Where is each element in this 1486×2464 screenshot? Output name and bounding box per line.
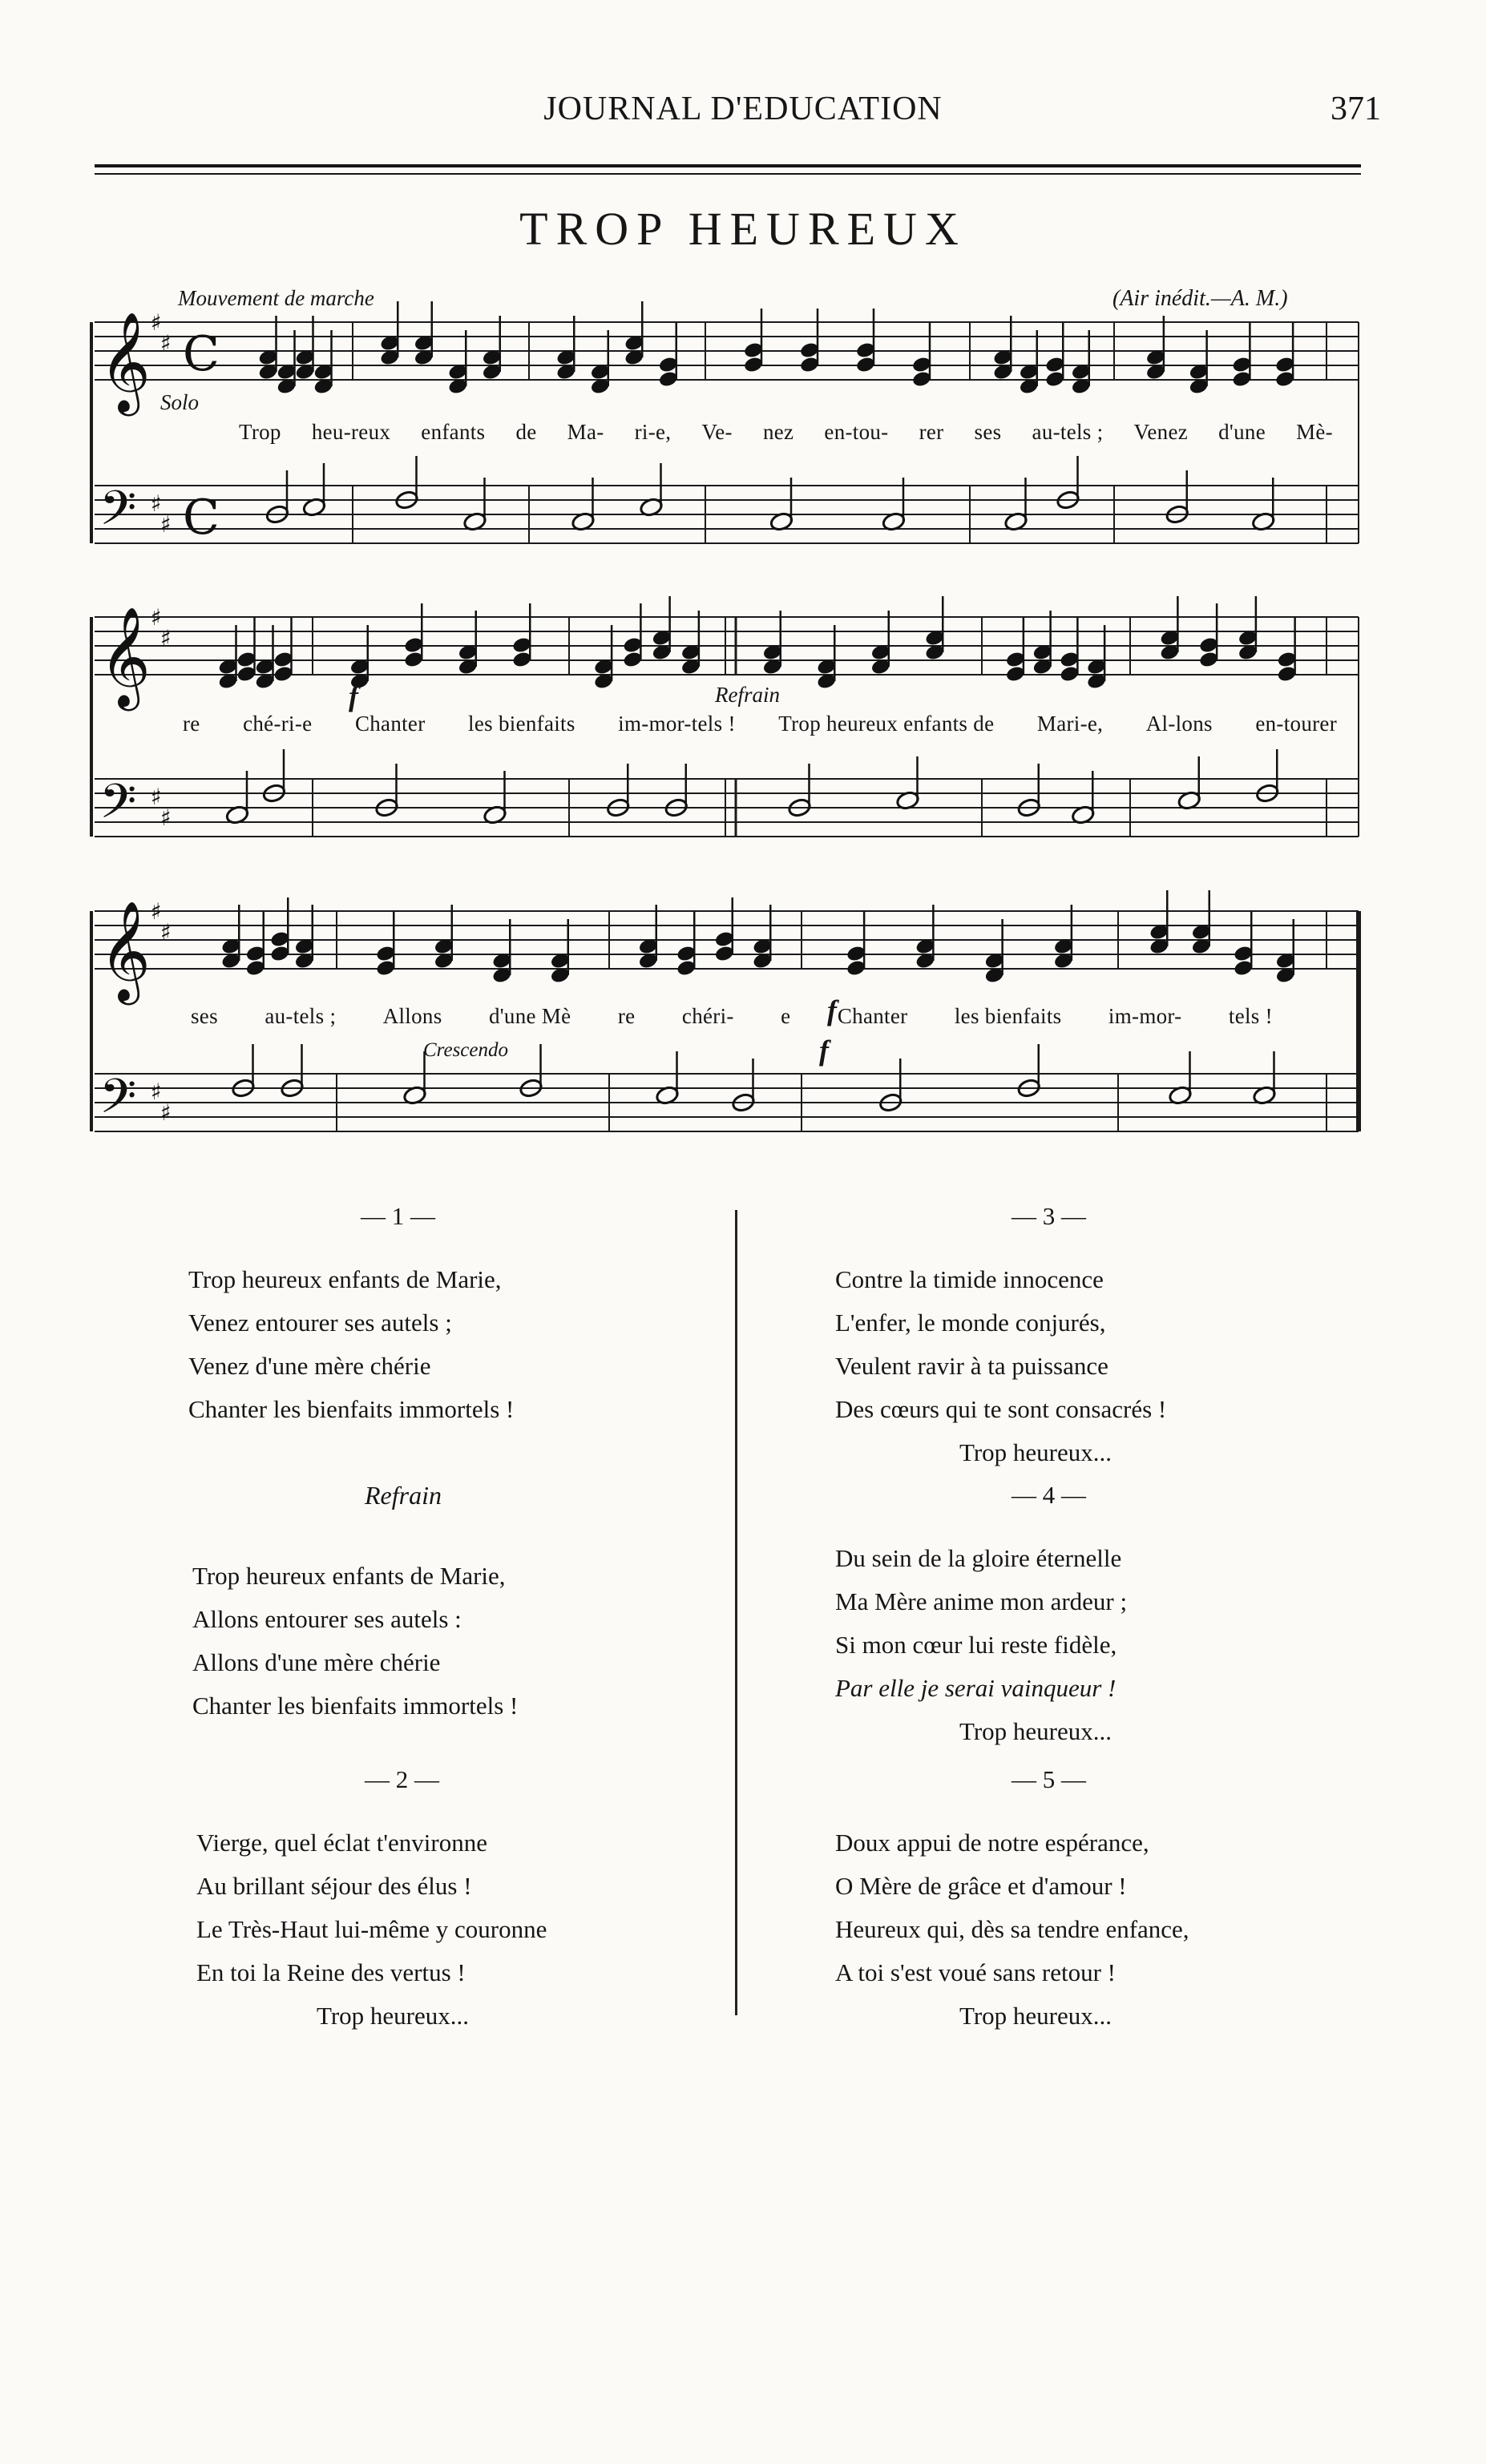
crescendo-label: Crescendo bbox=[423, 1039, 508, 1061]
sharp-icon: ♯ bbox=[160, 511, 172, 538]
lyric-syllable: en-tou- bbox=[824, 420, 889, 444]
lyric-syllable: Chanter bbox=[837, 1004, 908, 1028]
verse-line: O Mère de grâce et d'amour ! bbox=[835, 1872, 1127, 1900]
verse-line: Vierge, quel éclat t'environne bbox=[196, 1829, 487, 1857]
verse-line: L'enfer, le monde conjurés, bbox=[835, 1309, 1106, 1337]
verse-line: Contre la timide innocence bbox=[835, 1265, 1104, 1293]
verse-line: Doux appui de notre espérance, bbox=[835, 1829, 1149, 1857]
verse-line: Du sein de la gloire éternelle bbox=[835, 1544, 1122, 1572]
column-divider bbox=[735, 1210, 737, 2015]
sharp-icon: ♯ bbox=[151, 309, 162, 336]
lyric-syllable: ses bbox=[191, 1004, 218, 1028]
verse-number: — 3 — bbox=[1012, 1202, 1086, 1230]
sharp-icon: ♯ bbox=[160, 919, 172, 946]
lyric-syllable: e bbox=[781, 1004, 791, 1028]
lyric-syllable: au-tels ; bbox=[264, 1004, 337, 1028]
score-lyrics-system-3 bbox=[191, 1004, 1273, 1029]
bass-clef-icon: 𝄢 bbox=[99, 480, 137, 547]
lyric-syllable: Mè- bbox=[1296, 420, 1333, 444]
lyric-syllable: im-mor- bbox=[1108, 1004, 1182, 1028]
lyric-syllable: en-tourer bbox=[1255, 712, 1337, 736]
verse-line: Allons d'une mère chérie bbox=[192, 1648, 441, 1676]
verse-number: — 2 — bbox=[365, 1765, 439, 1793]
lyric-syllable: chéri- bbox=[681, 1004, 734, 1028]
verse-line: Chanter les bienfaits immortels ! bbox=[192, 1692, 519, 1720]
verse-number: — 5 — bbox=[1012, 1765, 1086, 1793]
verse-line: A toi s'est voué sans retour ! bbox=[835, 1958, 1116, 1986]
lyric-syllable: les bienfaits bbox=[954, 1004, 1062, 1028]
verse-line: Le Très-Haut lui-même y couronne bbox=[196, 1915, 547, 1943]
lyric-syllable: re bbox=[183, 712, 200, 736]
running-head: JOURNAL D'EDUCATION bbox=[543, 91, 943, 127]
lyric-syllable: au-tels ; bbox=[1032, 420, 1104, 444]
lyric-syllable: Trop bbox=[239, 420, 281, 444]
sharp-icon: ♯ bbox=[160, 330, 172, 357]
refrain-heading: Refrain bbox=[365, 1481, 442, 1510]
verse-line: Chanter les bienfaits immortels ! bbox=[188, 1395, 515, 1423]
page-number: 371 bbox=[1331, 91, 1381, 127]
verse-line: Des cœurs qui te sont consacrés ! bbox=[835, 1395, 1167, 1423]
sharp-icon: ♯ bbox=[151, 784, 162, 810]
common-time-icon: C bbox=[183, 490, 220, 546]
lyric-syllable: Mari-e, bbox=[1036, 712, 1104, 736]
verse-4 bbox=[835, 1481, 1127, 1753]
lyric-syllable: de bbox=[515, 420, 537, 444]
forte-mark-1: f bbox=[349, 680, 358, 712]
verse-number: — 4 — bbox=[1012, 1481, 1086, 1509]
verse-line: Ma Mère anime mon ardeur ; bbox=[835, 1587, 1128, 1615]
lyric-syllable: im-mor-tels ! bbox=[618, 712, 736, 736]
verse-line: Par elle je serai vainqueur ! bbox=[835, 1674, 1117, 1702]
tempo-marking: Mouvement de marche bbox=[178, 286, 374, 310]
verse-line: En toi la Reine des vertus ! bbox=[196, 1958, 466, 1986]
sharp-icon: ♯ bbox=[151, 604, 162, 631]
lyric-syllable: Allons bbox=[382, 1004, 442, 1028]
verse-line: Allons entourer ses autels : bbox=[192, 1605, 462, 1633]
forte-mark-2: f bbox=[827, 994, 837, 1026]
refrain-cue: Trop heureux... bbox=[959, 2002, 1112, 2030]
verse-line: Venez d'une mère chérie bbox=[188, 1352, 431, 1380]
lyric-syllable: Trop heureux enfants de bbox=[778, 712, 995, 736]
verse-line: Heureux qui, dès sa tendre enfance, bbox=[835, 1915, 1189, 1943]
treble-clef-icon: 𝄞 bbox=[99, 312, 151, 412]
solo-label: Solo bbox=[160, 390, 200, 414]
refrain-cue: Trop heureux... bbox=[959, 1438, 1112, 1466]
lyric-syllable: les bienfaits bbox=[468, 712, 575, 736]
treble-clef-icon: 𝄞 bbox=[99, 607, 151, 707]
lyric-syllable: nez bbox=[762, 420, 794, 444]
lyric-syllable: Ma- bbox=[567, 420, 604, 444]
bass-clef-icon: 𝄢 bbox=[99, 773, 137, 841]
sharp-icon: ♯ bbox=[151, 490, 162, 517]
lyric-syllable: tels ! bbox=[1228, 1004, 1273, 1028]
verse-line: Veulent ravir à ta puissance bbox=[835, 1352, 1108, 1380]
verse-line: Au brillant séjour des élus ! bbox=[196, 1872, 472, 1900]
common-time-icon: C bbox=[183, 326, 220, 382]
lyric-syllable: Venez bbox=[1133, 420, 1189, 444]
score-lyrics-system-2 bbox=[183, 712, 1337, 736]
score-lyrics-system-1 bbox=[239, 420, 1333, 445]
verse-1 bbox=[188, 1202, 514, 1431]
lyric-syllable: d'une bbox=[1218, 420, 1266, 444]
verse-line: Venez entourer ses autels ; bbox=[188, 1309, 452, 1337]
lyric-syllable: Al-lons bbox=[1145, 712, 1213, 736]
verse-5 bbox=[835, 1765, 1189, 2038]
refrain-cue: Trop heureux... bbox=[959, 1717, 1112, 1745]
sharp-icon: ♯ bbox=[160, 625, 172, 651]
verse-number: — 1 — bbox=[361, 1202, 435, 1230]
lyric-syllable: rer bbox=[919, 420, 944, 444]
lyric-syllable: ché-ri-e bbox=[243, 712, 313, 736]
lyric-syllable: enfants bbox=[421, 420, 486, 444]
sharp-icon: ♯ bbox=[160, 1099, 172, 1126]
refrain bbox=[192, 1555, 518, 1728]
sharp-icon: ♯ bbox=[151, 898, 162, 925]
lyric-syllable: d'une Mè bbox=[488, 1004, 571, 1028]
lyric-syllable: Ve- bbox=[701, 420, 733, 444]
forte-mark-3: f bbox=[819, 1034, 829, 1067]
verse-line: Si mon cœur lui reste fidèle, bbox=[835, 1631, 1117, 1659]
refrain-label: Refrain bbox=[715, 683, 780, 707]
verse-3 bbox=[835, 1202, 1166, 1474]
refrain-cue: Trop heureux... bbox=[317, 2002, 470, 2030]
verse-line: Trop heureux enfants de Marie, bbox=[192, 1562, 506, 1590]
sharp-icon: ♯ bbox=[151, 1079, 162, 1105]
attribution: (Air inédit.—A. M.) bbox=[1112, 286, 1288, 311]
sharp-icon: ♯ bbox=[160, 805, 172, 831]
verse-line: Trop heureux enfants de Marie, bbox=[188, 1265, 502, 1293]
song-title: TROP HEUREUX bbox=[519, 203, 967, 255]
bass-clef-icon: 𝄢 bbox=[99, 1068, 137, 1135]
lyric-syllable: ri-e, bbox=[634, 420, 672, 444]
lyric-syllable: Chanter bbox=[354, 712, 426, 736]
lyric-syllable: heu-reux bbox=[311, 420, 391, 444]
lyric-syllable: re bbox=[617, 1004, 636, 1028]
lyric-syllable: ses bbox=[974, 420, 1002, 444]
verse-2 bbox=[196, 1765, 547, 2038]
treble-clef-icon: 𝄞 bbox=[99, 901, 151, 1001]
